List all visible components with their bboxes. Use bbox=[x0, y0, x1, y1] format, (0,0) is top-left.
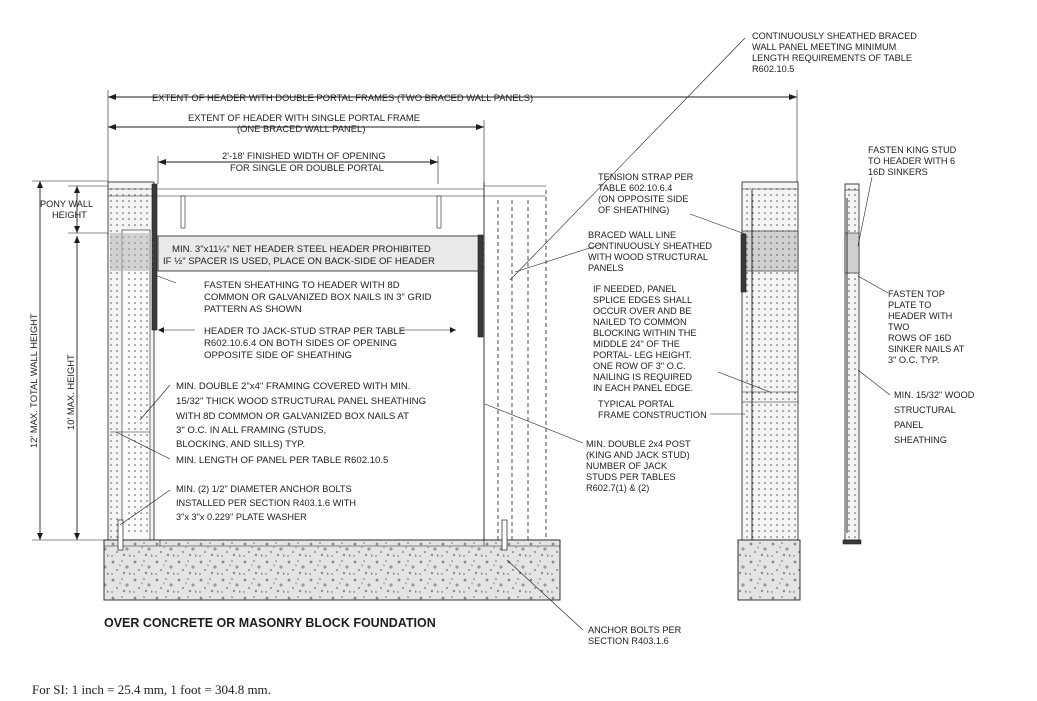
callout-post: (KING AND JACK STUD) bbox=[586, 450, 690, 460]
dim-total-height: 12' MAX. TOTAL WALL HEIGHT bbox=[28, 313, 39, 448]
callout-sheathing: STRUCTURAL bbox=[894, 405, 956, 415]
callout-splice: ONE ROW OF 3" O.C. bbox=[593, 361, 686, 371]
callout-braced-wall-line: CONTINUOUSLY SHEATHED bbox=[588, 241, 713, 251]
callout-fasten-sheathing: FASTEN SHEATHING TO HEADER WITH 8D bbox=[204, 280, 400, 291]
dim-max-height: 10' MAX. HEIGHT bbox=[65, 354, 76, 430]
callout-sheathing: SHEATHING bbox=[894, 435, 947, 445]
callout-braced-wall-line: BRACED WALL LINE bbox=[588, 230, 677, 240]
callout-top-plate: PLATE TO bbox=[888, 300, 932, 310]
callout-splice: PORTAL- LEG HEIGHT. bbox=[593, 350, 692, 360]
callout-jack-strap: HEADER TO JACK-STUD STRAP PER TABLE bbox=[204, 326, 406, 337]
callout-splice: NAILING IS REQUIRED bbox=[593, 372, 693, 382]
callout-framing: WITH 8D COMMON OR GALVANIZED BOX NAILS AT bbox=[176, 411, 409, 422]
callout-header: IF ½" SPACER IS USED, PLACE ON BACK-SIDE OF HEADER bbox=[163, 256, 435, 267]
callout-post: NUMBER OF JACK bbox=[586, 461, 668, 471]
callout-king-stud: 16D SINKERS bbox=[868, 167, 928, 177]
dim-extent-single: EXTENT OF HEADER WITH SINGLE PORTAL FRAME bbox=[188, 112, 420, 123]
section-view bbox=[738, 182, 800, 600]
dim-extent-single-sub: (ONE BRACED WALL PANEL) bbox=[237, 123, 366, 134]
callout-top-plate: 3" O.C. TYP. bbox=[888, 355, 940, 365]
callout-king-stud: TO HEADER WITH 6 bbox=[868, 156, 956, 166]
callout-fasten-sheathing: PATTERN AS SHOWN bbox=[204, 304, 302, 315]
callout-post: STUDS PER TABLES bbox=[586, 472, 676, 482]
callout-tension-strap: (ON OPPOSITE SIDE bbox=[598, 194, 689, 204]
callout-continuous: R602.10.5 bbox=[752, 64, 795, 74]
callout-braced-wall-line: WITH WOOD STRUCTURAL bbox=[588, 252, 708, 262]
callout-splice: BLOCKING WITHIN THE bbox=[593, 328, 697, 338]
callout-anchor-bolts: INSTALLED PER SECTION R403.1.6 WITH bbox=[176, 498, 357, 508]
callout-splice: IF NEEDED, PANEL bbox=[593, 284, 677, 294]
callout-anchor-section: SECTION R403.1.6 bbox=[588, 636, 669, 646]
callout-jack-strap: OPPOSITE SIDE OF SHEATHING bbox=[204, 350, 353, 361]
callout-splice: NAILED TO COMMON bbox=[593, 317, 687, 327]
si-footnote: For SI: 1 inch = 25.4 mm, 1 foot = 304.8 mm. bbox=[32, 682, 271, 697]
callout-typical-portal: TYPICAL PORTAL bbox=[598, 399, 675, 409]
callout-framing: MIN. DOUBLE 2"x4" FRAMING COVERED WITH MIN. bbox=[176, 381, 411, 392]
callout-top-plate: SINKER NAILS AT bbox=[888, 344, 965, 354]
callout-sheathing: PANEL bbox=[894, 420, 924, 430]
callout-continuous: CONTINUOUSLY SHEATHED BRACED bbox=[752, 31, 917, 41]
callout-tension-strap: OF SHEATHING) bbox=[598, 205, 670, 215]
callout-header: MIN. 3"x11¼" NET HEADER STEEL HEADER PROHIBITED bbox=[172, 244, 431, 255]
callout-braced-wall-line: PANELS bbox=[588, 263, 624, 273]
dim-extent-double: EXTENT OF HEADER WITH DOUBLE PORTAL FRAMES (TWO BRACED WALL PANELS) bbox=[152, 92, 534, 103]
dim-pony-wall: PONY WALL bbox=[40, 199, 94, 209]
callout-post: MIN. DOUBLE 2x4 POST bbox=[586, 439, 691, 449]
callout-tension-strap: TABLE 602.10.6.4 bbox=[598, 183, 673, 193]
callout-top-plate: ROWS OF 16D bbox=[888, 333, 952, 343]
callout-framing: 15/32" THICK WOOD STRUCTURAL PANEL SHEATHING bbox=[176, 396, 427, 407]
callout-fasten-sheathing: COMMON OR GALVANIZED BOX NAILS IN 3" GRID bbox=[204, 292, 432, 303]
callout-splice: MIDDLE 24" OF THE bbox=[593, 339, 680, 349]
callout-continuous: WALL PANEL MEETING MINIMUM bbox=[752, 42, 897, 52]
callout-framing: BLOCKING, AND SILLS) TYP. bbox=[176, 439, 306, 450]
dim-pony-height: HEIGHT bbox=[52, 210, 87, 220]
edge-section bbox=[843, 184, 861, 544]
callout-tension-strap: TENSION STRAP PER bbox=[598, 172, 694, 182]
callout-top-plate: FASTEN TOP bbox=[888, 289, 945, 299]
callout-king-stud: FASTEN KING STUD bbox=[868, 145, 957, 155]
dim-opening-sub: FOR SINGLE OR DOUBLE PORTAL bbox=[230, 162, 384, 173]
callout-splice: IN EACH PANEL EDGE. bbox=[593, 383, 694, 393]
callout-continuous: LENGTH REQUIREMENTS OF TABLE bbox=[752, 53, 912, 63]
callout-sheathing: MIN. 15/32" WOOD bbox=[894, 390, 975, 400]
diagram-title: OVER CONCRETE OR MASONRY BLOCK FOUNDATION bbox=[104, 616, 436, 630]
callout-splice: SPLICE EDGES SHALL bbox=[593, 295, 693, 305]
dim-opening: 2'-18' FINISHED WIDTH OF OPENING bbox=[222, 150, 386, 161]
callout-top-plate: TWO bbox=[888, 322, 910, 332]
callout-splice: OCCUR OVER AND BE bbox=[593, 306, 692, 316]
callout-anchor-bolts: 3"x 3"x 0.229" PLATE WASHER bbox=[176, 512, 307, 522]
callout-anchor-section: ANCHOR BOLTS PER bbox=[588, 625, 682, 635]
callout-min-length: MIN. LENGTH OF PANEL PER TABLE R602.10.5 bbox=[176, 455, 389, 466]
callout-anchor-bolts: MIN. (2) 1/2" DIAMETER ANCHOR BOLTS bbox=[176, 484, 352, 494]
callout-post: R602.7(1) & (2) bbox=[586, 483, 650, 493]
callout-top-plate: HEADER WITH bbox=[888, 311, 953, 321]
callout-jack-strap: R602.10.6.4 ON BOTH SIDES OF OPENING bbox=[204, 338, 397, 349]
callout-framing: 3" O.C. IN ALL FRAMING (STUDS, bbox=[176, 425, 327, 436]
callout-typical-portal: FRAME CONSTRUCTION bbox=[598, 410, 707, 420]
